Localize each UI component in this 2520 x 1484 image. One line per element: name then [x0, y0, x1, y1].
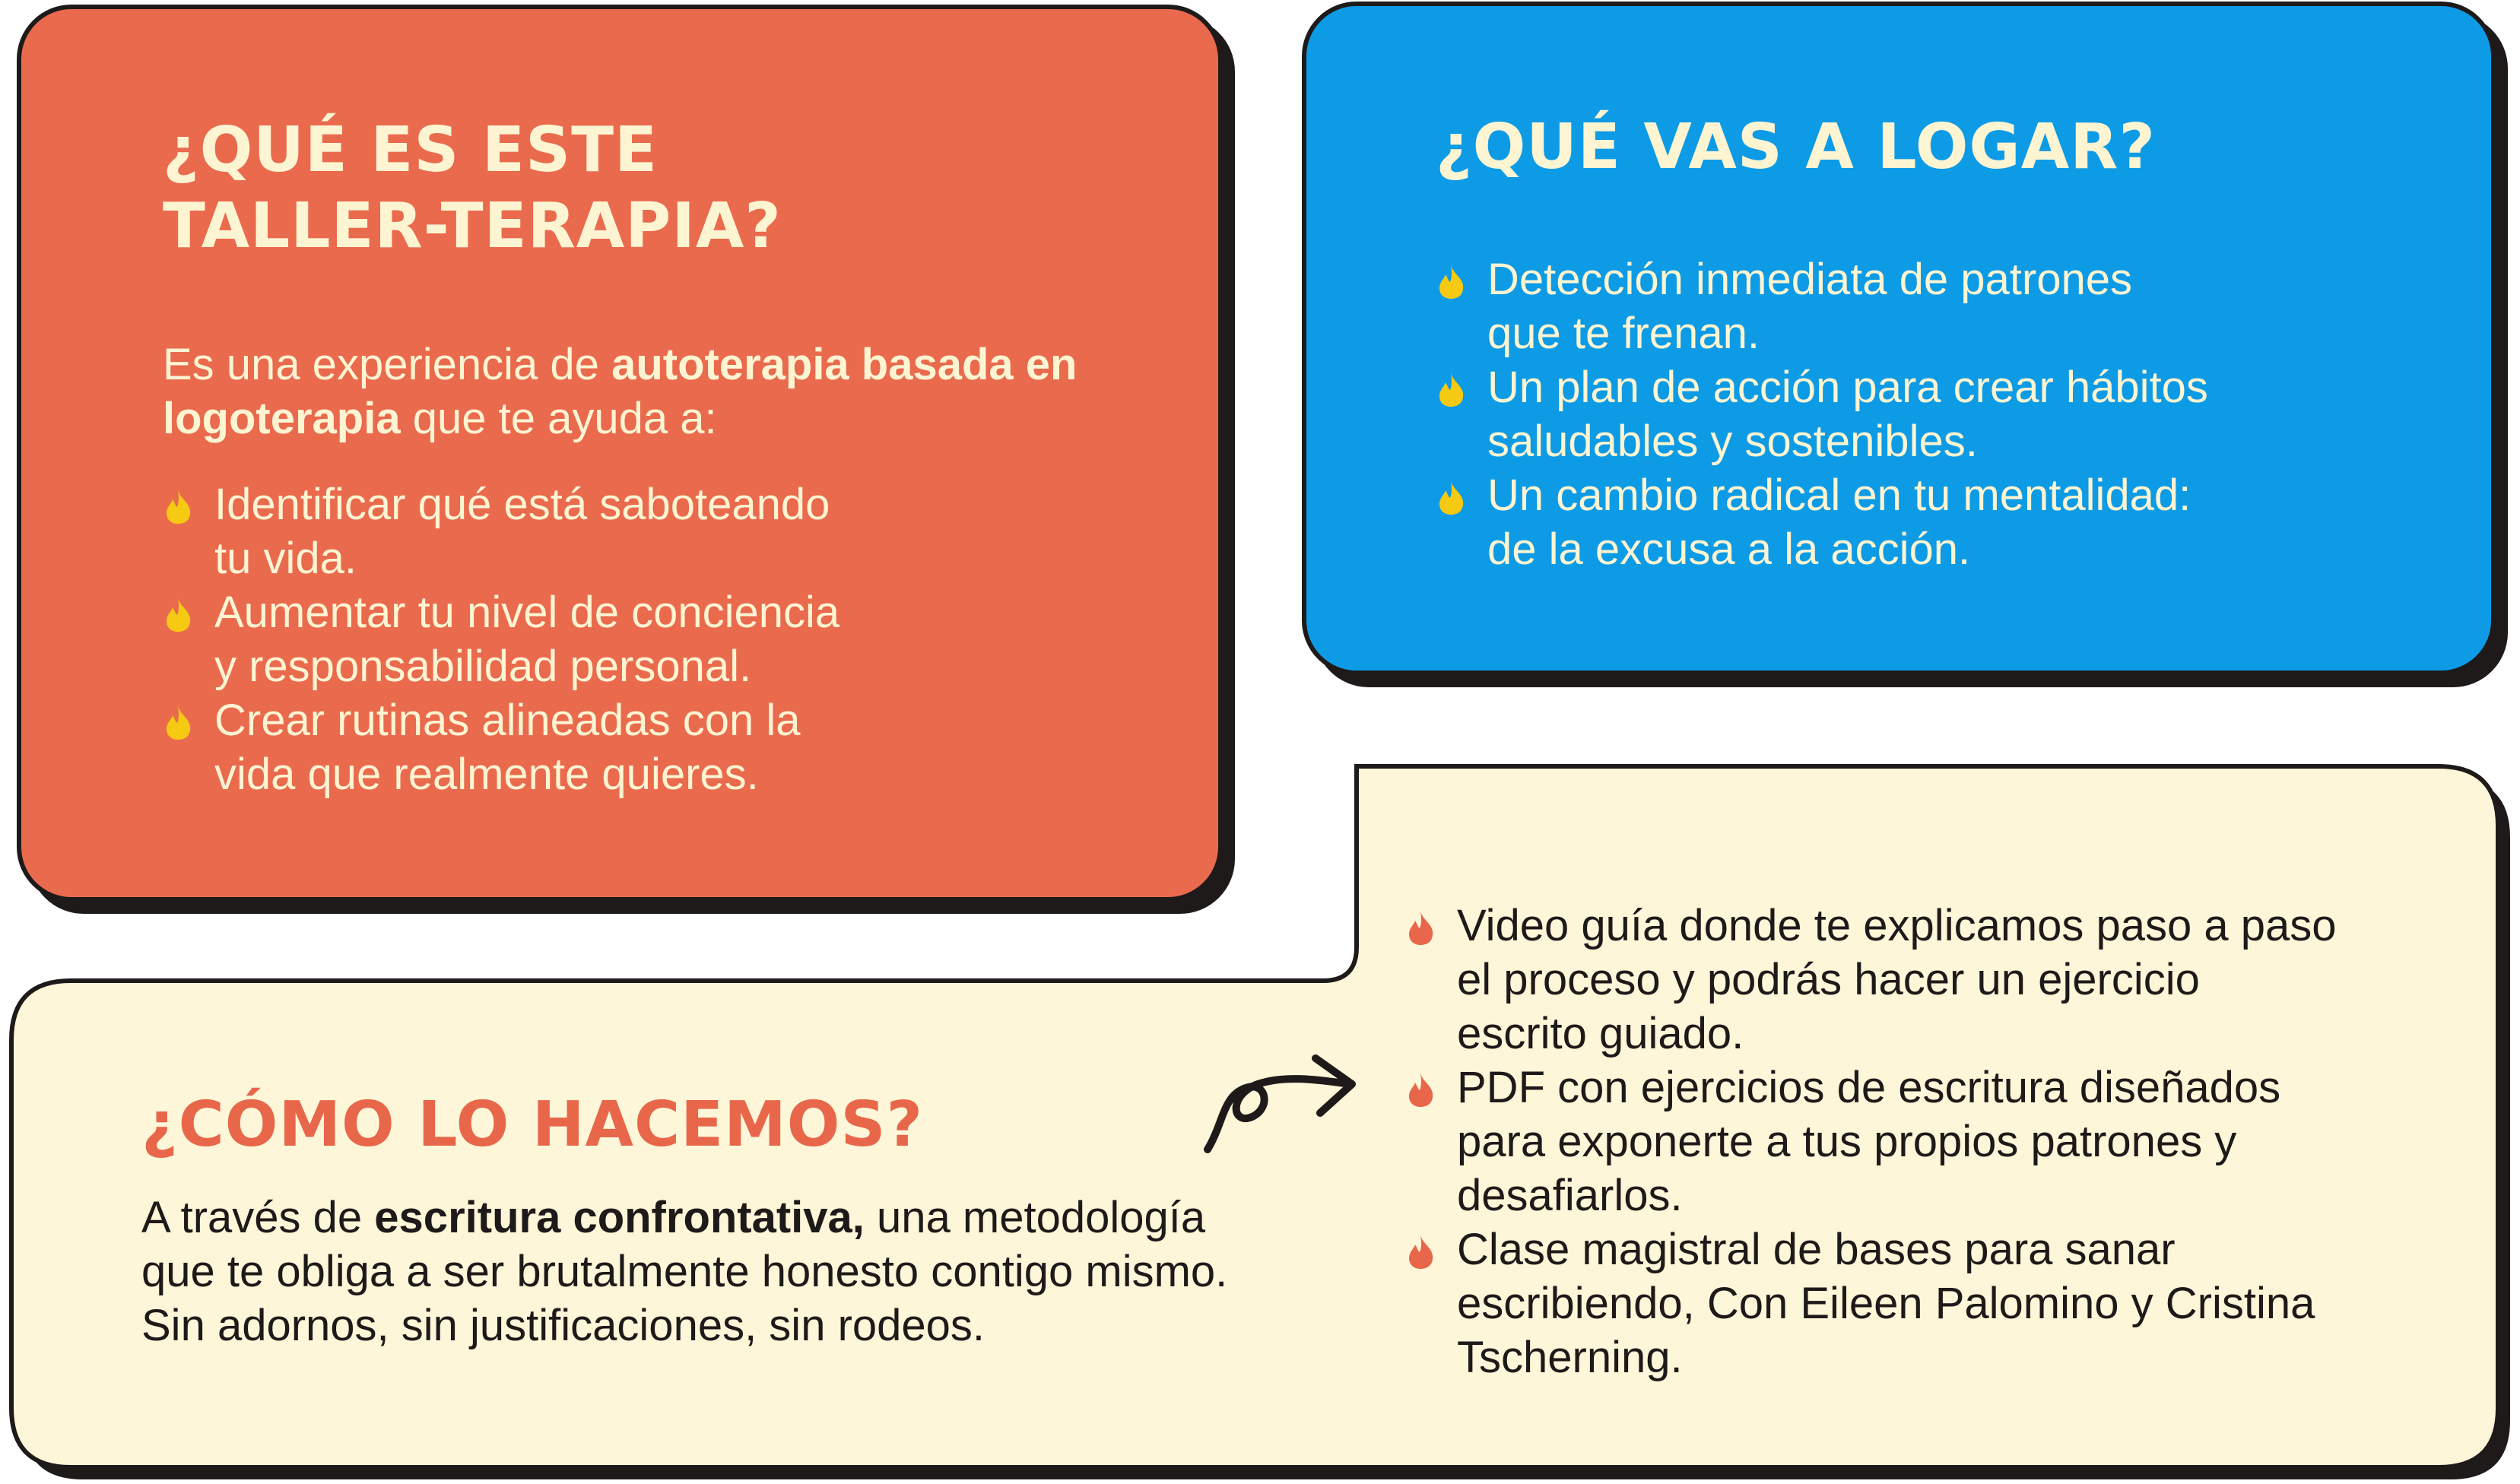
item-line: que te frenan. [1487, 309, 1760, 358]
flame-icon [1405, 1233, 1436, 1270]
intro-text-bold: autoterapia basada en logoterapia [163, 340, 1078, 443]
intro-text-1: Es una experiencia de [163, 340, 612, 389]
item-line: vida que realmente quieres. [214, 750, 759, 799]
list-item [1405, 1222, 2337, 1384]
item-line: Un cambio radical en tu mentalidad: [1487, 471, 2192, 520]
item-line: y responsabilidad personal. [214, 642, 752, 691]
item-line: el proceso y podrás hacer un ejercicio [1457, 955, 2200, 1004]
item-line: Video guía donde te explicamos paso a paso [1457, 901, 2337, 950]
how-text-1: A través de [141, 1193, 375, 1242]
item-line: Detección inmediata de patrones [1487, 255, 2132, 304]
item-line: escribiendo, Con Eileen Palomino y Cristina [1457, 1279, 2315, 1328]
card-what-achieve-title: ¿QUÉ VAS A LOGAR? [1436, 111, 2156, 183]
item-line: Clase magistral de bases para sanar [1457, 1225, 2176, 1274]
item-line: de la excusa a la acción. [1487, 525, 1971, 574]
item-line: Tscherning. [1457, 1333, 1683, 1382]
item-line: PDF con ejercicios de escritura diseñados [1457, 1063, 2281, 1112]
item-line: Aumentar tu nivel de conciencia [214, 588, 840, 637]
how-text-2: una metodología que te obliga a ser brutalmente honesto contigo mismo. Sin adornos, sin justificaciones, sin rodeos. [141, 1193, 1228, 1350]
flame-icon [1405, 1071, 1436, 1108]
card-what-is-title-line1: ¿QUÉ ES ESTE [163, 114, 659, 186]
card-how-body [141, 1191, 1274, 1352]
item-line: saludables y sostenibles. [1487, 417, 1978, 466]
item-line: tu vida. [214, 534, 357, 583]
item-line: Un plan de acción para crear hábitos [1487, 363, 2208, 412]
card-how-list [1405, 899, 2337, 1384]
list-item [1405, 899, 2337, 1061]
item-line: desafiarlos. [1457, 1171, 1683, 1220]
how-text-bold: escritura confrontativa, [374, 1193, 865, 1242]
item-line: Identificar qué está saboteando [214, 480, 830, 529]
item-line: para exponerte a tus propios patrones y [1457, 1117, 2237, 1166]
curly-arrow-icon [1201, 1049, 1361, 1156]
card-what-is-title-line2: TALLER-TERAPIA? [163, 190, 782, 262]
intro-text-2: que te ayuda a: [400, 394, 717, 443]
item-line: escrito guiado. [1457, 1009, 1744, 1058]
item-line: Crear rutinas alineadas con la [214, 696, 801, 745]
list-item [1405, 1061, 2337, 1222]
card-how-title: ¿CÓMO LO HACEMOS? [141, 1089, 924, 1161]
flame-icon [1405, 909, 1436, 946]
